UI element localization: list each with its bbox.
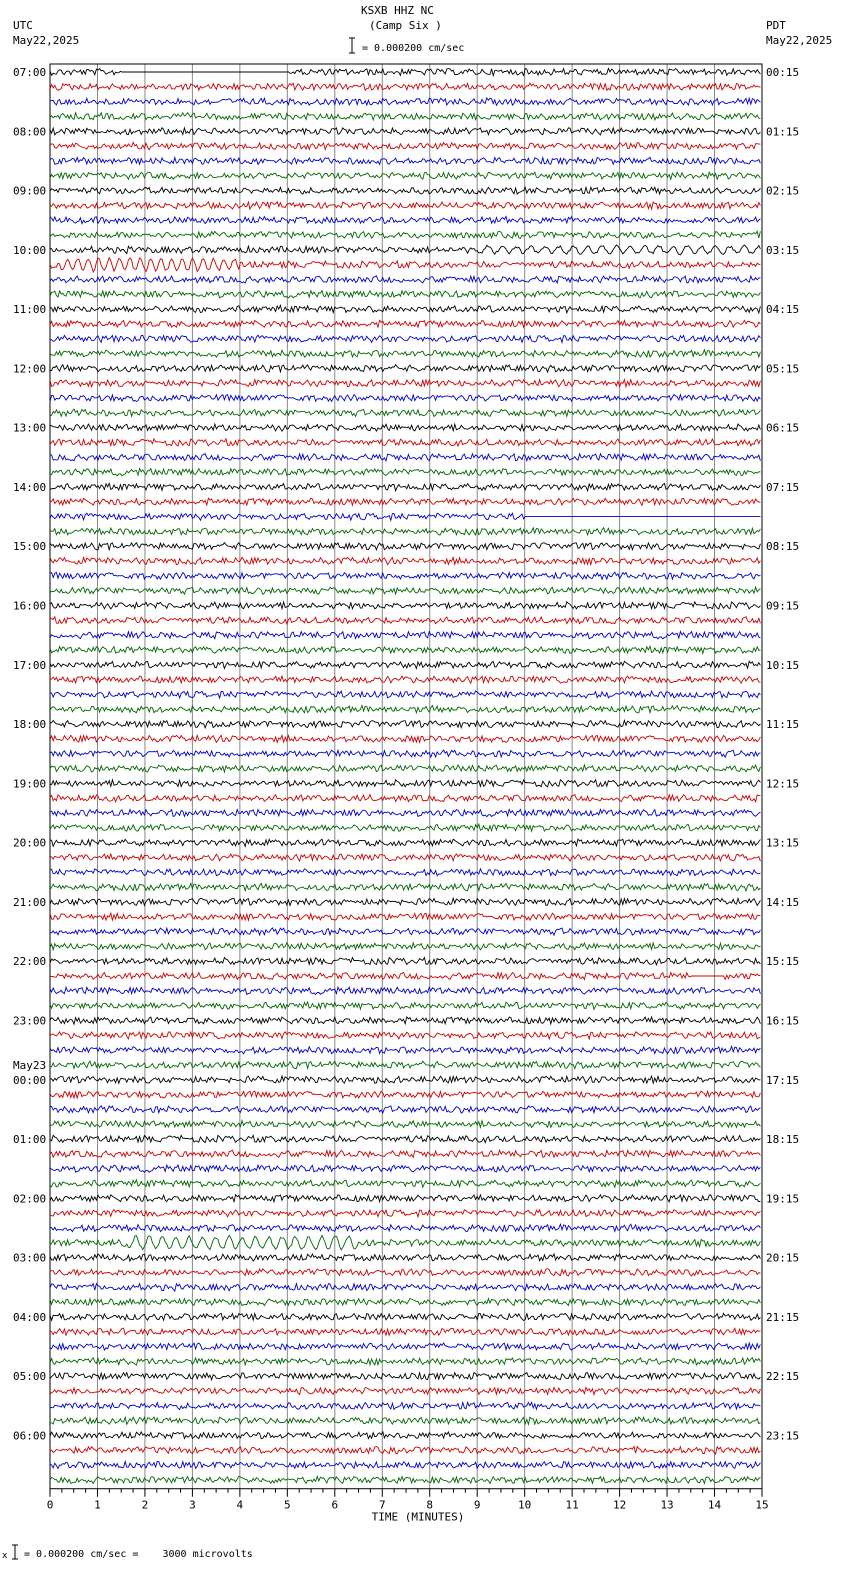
date-change-label: May23: [13, 1058, 47, 1072]
utc-hour-label: 00:00: [13, 1073, 47, 1087]
utc-hour-label: 22:00: [13, 955, 47, 969]
utc-hour-label: 08:00: [13, 125, 47, 139]
trace-row: [50, 409, 760, 416]
trace-row: [50, 943, 760, 950]
utc-hour-label: 10:00: [13, 243, 47, 257]
pdt-hour-label: 10:15: [766, 658, 800, 672]
pdt-hour-label: 18:15: [766, 1133, 800, 1147]
trace-row: [50, 1076, 760, 1083]
pdt-hour-label: 23:15: [766, 1429, 800, 1443]
trace-row: [50, 1476, 760, 1483]
trace-row: [50, 1373, 760, 1380]
trace-row: [50, 1343, 760, 1350]
trace-row: [50, 1121, 760, 1128]
trace-row: [50, 928, 760, 935]
trace-row: [50, 245, 760, 255]
x-tick-label: 8: [426, 1498, 434, 1512]
trace-row: [50, 617, 760, 624]
utc-hour-label: 14:00: [13, 480, 47, 494]
pdt-hour-label: 00:15: [766, 66, 800, 79]
trace-row: [50, 602, 760, 609]
trace-row: [50, 958, 760, 965]
trace-row: [50, 1046, 760, 1053]
trace-row: [50, 1135, 760, 1142]
trace-row: [50, 1299, 760, 1306]
trace-row: [50, 202, 760, 209]
trace-row: [50, 98, 760, 105]
utc-hour-label: 12:00: [13, 362, 47, 376]
trace-row: [50, 1210, 760, 1217]
utc-hour-label: 13:00: [13, 421, 47, 435]
pdt-hour-label: 07:15: [766, 480, 800, 494]
x-tick-label: 2: [141, 1498, 149, 1512]
trace-row: [50, 1091, 760, 1098]
pdt-hour-label: 16:15: [766, 1014, 800, 1028]
trace-row: [50, 750, 760, 757]
trace-row: [50, 720, 760, 727]
trace-row: [50, 231, 760, 238]
trace-row: [50, 1180, 760, 1188]
trace-row: [50, 765, 760, 772]
utc-hour-label: 21:00: [13, 895, 47, 909]
right-timezone: PDT: [766, 19, 786, 32]
pdt-hour-label: 20:15: [766, 1251, 800, 1265]
trace-row: [50, 335, 760, 342]
pdt-hour-label: 08:15: [766, 540, 800, 554]
trace-row: [50, 276, 760, 283]
trace-row: [50, 1165, 760, 1172]
x-tick-label: 13: [660, 1498, 674, 1512]
trace-row: [50, 157, 760, 164]
station-title: KSXB HHZ NC: [361, 4, 434, 17]
trace-row: [50, 543, 760, 550]
trace-row: [50, 217, 760, 224]
trace-row: [50, 587, 760, 594]
utc-hour-label: 04:00: [13, 1310, 47, 1324]
trace-row: [50, 258, 760, 272]
pdt-hour-label: 05:15: [766, 362, 800, 376]
utc-hour-label: 17:00: [13, 658, 47, 672]
trace-row: [50, 824, 760, 831]
trace-row: [50, 1432, 760, 1439]
trace-row: [50, 1313, 760, 1320]
trace-row: [50, 1417, 760, 1424]
footer-prefix: x: [2, 1551, 8, 1561]
utc-hour-label: 05:00: [13, 1370, 47, 1384]
trace-row: [50, 987, 760, 994]
trace-row: [50, 320, 760, 327]
trace-row: [50, 1061, 760, 1068]
utc-hour-label: 06:00: [13, 1429, 47, 1443]
pdt-hour-label: 09:15: [766, 599, 800, 613]
trace-row: [50, 646, 760, 653]
trace-row: [50, 972, 760, 979]
x-tick-label: 10: [518, 1498, 532, 1512]
trace-row: [50, 1328, 760, 1335]
pdt-hour-label: 04:15: [766, 303, 800, 317]
trace-row: [50, 1150, 760, 1157]
site-subtitle: (Camp Six ): [369, 19, 442, 32]
trace-row: [50, 513, 760, 520]
trace-row: [50, 1017, 760, 1024]
trace-row: [50, 809, 760, 816]
x-axis-label: TIME (MINUTES): [371, 1510, 465, 1524]
trace-row: [50, 898, 760, 905]
trace-row: [50, 676, 760, 683]
x-tick-label: 11: [565, 1498, 579, 1512]
trace-row: [50, 305, 760, 313]
pdt-hour-label: 17:15: [766, 1073, 800, 1087]
trace-row: [50, 780, 760, 787]
x-tick-label: 5: [284, 1498, 291, 1512]
pdt-hour-label: 01:15: [766, 125, 800, 139]
trace-row: [50, 557, 760, 564]
trace-row: [50, 572, 760, 579]
pdt-hour-label: 12:15: [766, 777, 800, 791]
trace-row: [50, 454, 760, 461]
trace-row: [50, 483, 760, 490]
trace-row: [50, 128, 760, 135]
utc-hour-label: 20:00: [13, 836, 47, 850]
utc-hour-label: 16:00: [13, 599, 47, 613]
trace-row: [50, 380, 760, 387]
trace-row: [50, 350, 760, 357]
x-tick-label: 12: [612, 1498, 627, 1512]
trace-row: [50, 869, 760, 876]
trace-row: [50, 424, 760, 431]
trace-row: [50, 1284, 760, 1292]
trace-row: [50, 839, 760, 846]
trace-row: [50, 735, 760, 742]
trace-row: [50, 1254, 760, 1261]
trace-row: [50, 172, 760, 179]
trace-row: [50, 113, 760, 120]
trace-row: [50, 395, 760, 402]
trace-row: [50, 913, 760, 920]
left-date: May22,2025: [13, 34, 80, 47]
trace-row: [50, 1235, 760, 1249]
trace-row: [50, 854, 760, 861]
trace-row: [50, 1224, 760, 1231]
trace-row: [50, 1402, 760, 1409]
trace-row: [50, 1195, 760, 1202]
trace-row: [50, 83, 760, 90]
pdt-hour-label: 06:15: [766, 421, 800, 435]
utc-hour-label: 15:00: [13, 540, 47, 554]
pdt-hour-label: 03:15: [766, 243, 800, 257]
pdt-hour-label: 14:15: [766, 895, 800, 909]
trace-row: [50, 142, 760, 149]
trace-row: [50, 439, 760, 446]
trace-row: [50, 1387, 760, 1394]
trace-row: [50, 68, 760, 75]
trace-row: [50, 1032, 760, 1039]
pdt-hour-label: 13:15: [766, 836, 800, 850]
x-tick-label: 7: [378, 1498, 386, 1512]
right-date: May22,2025: [766, 34, 833, 47]
pdt-hour-label: 21:15: [766, 1310, 800, 1324]
trace-row: [50, 706, 760, 713]
trace-row: [50, 528, 760, 535]
pdt-hour-label: 22:15: [766, 1370, 800, 1384]
pdt-hour-label: 19:15: [766, 1192, 800, 1206]
pdt-hour-label: 15:15: [766, 955, 800, 969]
x-tick-label: 4: [236, 1498, 244, 1512]
trace-row: [50, 1106, 760, 1113]
trace-row: [50, 187, 760, 194]
trace-row: [50, 1269, 760, 1276]
x-tick-label: 0: [46, 1498, 54, 1512]
trace-row: [50, 291, 760, 298]
x-tick-label: 3: [189, 1498, 196, 1512]
seismic-traces: [50, 68, 760, 1483]
utc-hour-label: 11:00: [13, 303, 47, 317]
utc-hour-label: 03:00: [13, 1251, 47, 1265]
time-axis: [47, 1489, 769, 1524]
scale-label: = 0.000200 cm/sec: [362, 43, 465, 54]
utc-hour-label: 19:00: [13, 777, 47, 791]
trace-row: [50, 632, 760, 639]
utc-hour-label: 23:00: [13, 1014, 47, 1028]
footer-scale-bar-icon: [12, 1545, 18, 1559]
x-tick-label: 1: [94, 1498, 101, 1512]
trace-row: [50, 1002, 760, 1009]
trace-row: [50, 498, 760, 505]
trace-row: [50, 1358, 760, 1365]
trace-row: [50, 1461, 760, 1468]
footer-scale-text: = 0.000200 cm/sec = 3000 microvolts: [24, 1549, 253, 1560]
trace-row: [50, 691, 760, 698]
row-labels: [13, 66, 799, 1442]
utc-hour-label: 07:00: [13, 66, 47, 79]
trace-row: [50, 661, 760, 668]
utc-hour-label: 09:00: [13, 184, 47, 198]
scale-bar-icon: [349, 38, 355, 53]
pdt-hour-label: 11:15: [766, 718, 800, 732]
utc-hour-label: 18:00: [13, 718, 47, 732]
x-tick-label: 6: [331, 1498, 339, 1512]
x-tick-label: 9: [473, 1498, 481, 1512]
trace-row: [50, 883, 760, 891]
trace-row: [50, 469, 760, 476]
x-tick-label: 15: [755, 1498, 769, 1512]
trace-row: [50, 365, 760, 372]
trace-row: [50, 795, 760, 802]
pdt-hour-label: 02:15: [766, 184, 800, 198]
utc-hour-label: 01:00: [13, 1133, 47, 1147]
utc-hour-label: 02:00: [13, 1192, 47, 1206]
x-tick-label: 14: [707, 1498, 722, 1512]
trace-row: [50, 1447, 760, 1455]
left-timezone: UTC: [13, 19, 33, 32]
